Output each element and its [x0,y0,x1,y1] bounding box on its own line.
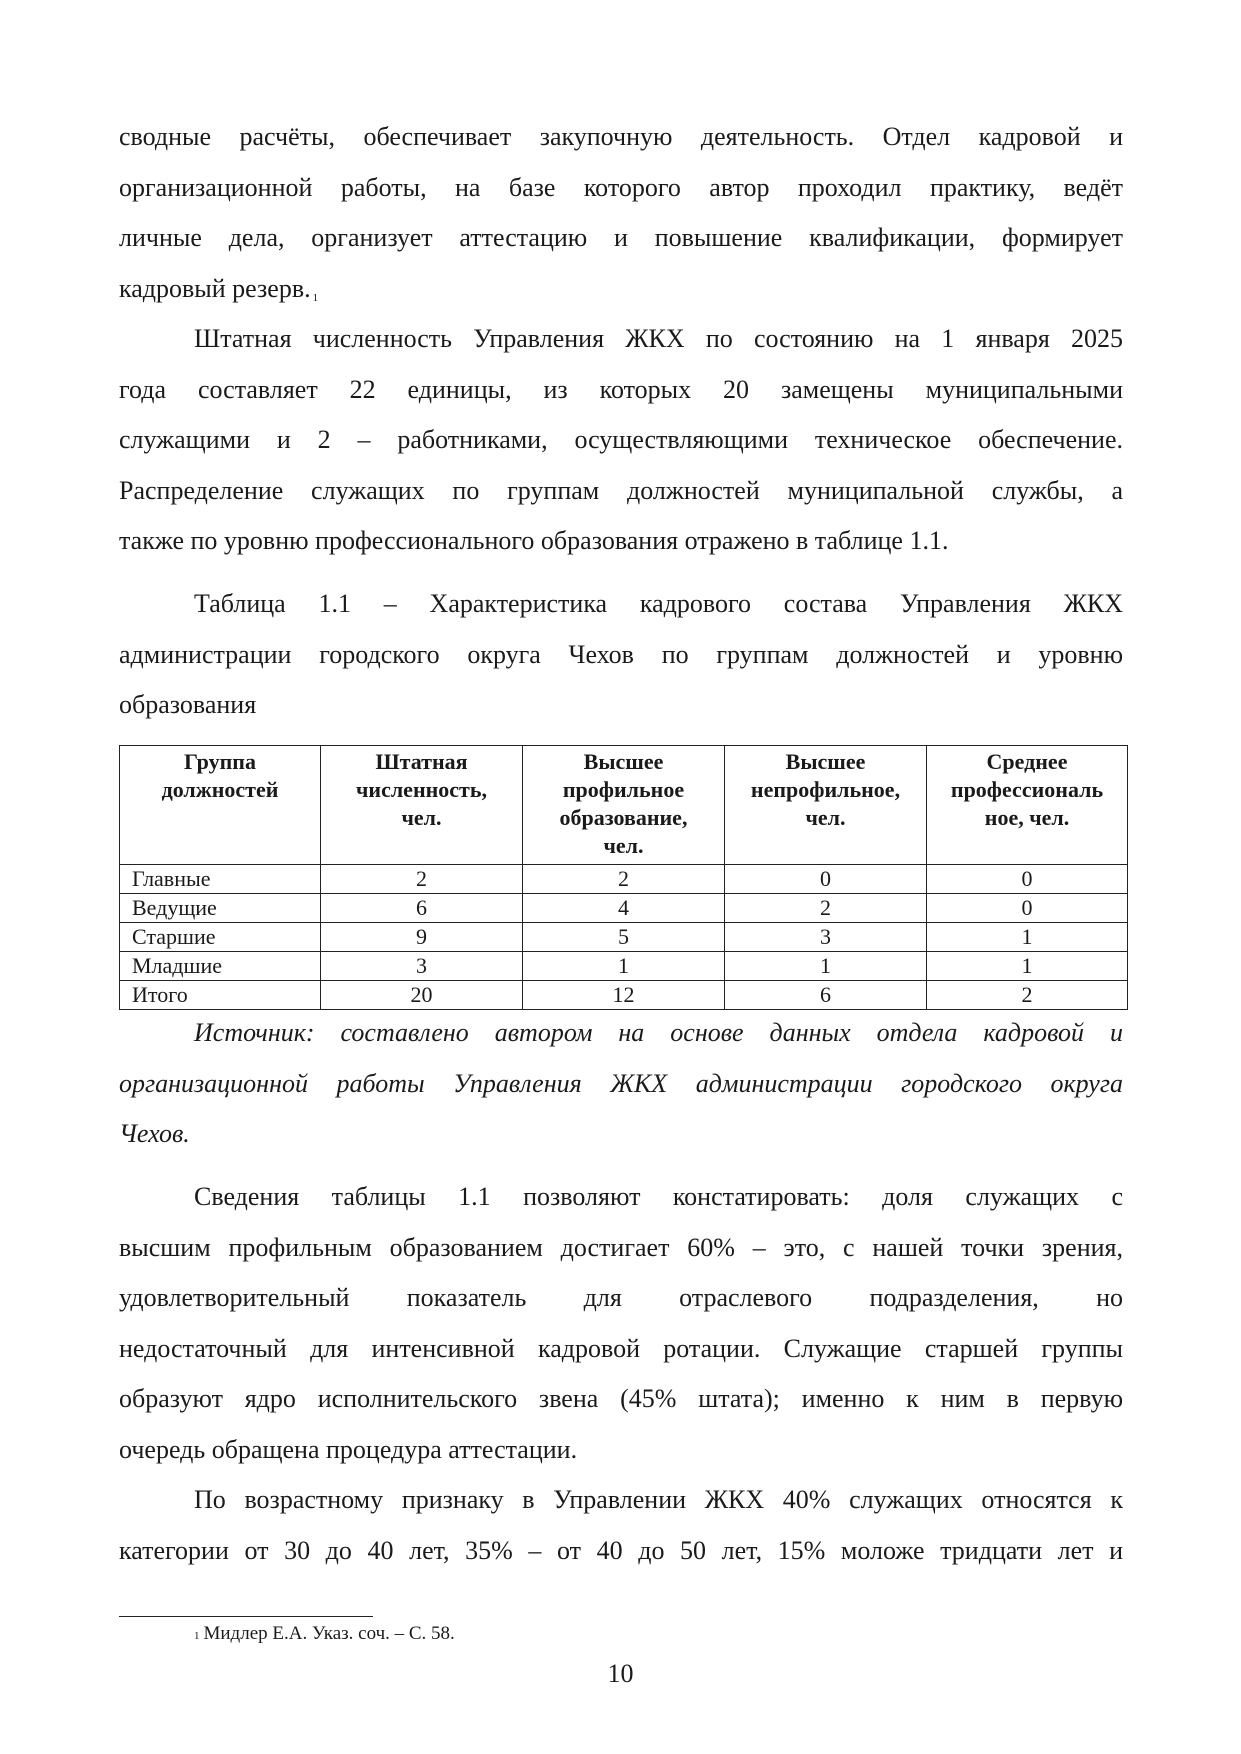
footnote-text: Мидлер Е.А. Указ. соч. – С. 58. [203,1623,455,1644]
paragraph-line: недостаточный для интенсивной кадровой ротации. Служащие старшей группы [119,1333,1123,1363]
table-cell: 1 [523,952,725,981]
source-line: организационной работы Управления ЖКХ администрации городского округа [119,1068,1123,1098]
table-row [120,894,1128,923]
paragraph-line: года составляет 22 единицы, из которых 20 замещены муниципальными [119,374,1123,404]
footnote-number: 1 [194,1630,200,1642]
paragraph-4 [119,1475,1123,1576]
table-cell: 2 [523,865,725,894]
caption-line: образования [119,690,257,719]
table-row [120,952,1128,981]
caption-line: Таблица 1.1 – Характеристика кадрового состава Управления ЖКХ [194,589,1123,618]
table-row-total [120,981,1128,1010]
paragraph-line-text: кадровый резерв. [119,273,311,303]
paragraph-1 [119,112,1123,314]
header-higher-profile-education: Высшее профильное образование, чел. [523,746,725,865]
table-cell: Ведущие [120,894,321,923]
table-cell: 1 [927,923,1128,952]
table-cell: Старшие [120,923,321,952]
table-cell: 0 [725,865,927,894]
table-cell: 2 [321,865,523,894]
paragraph-line: Штатная численность Управления ЖКХ по состоянию на 1 января 2025 [194,324,1123,353]
table-source-note [119,1008,1123,1160]
paragraph-line: категории от 30 до 40 лет, 35% – от 40 до 50 лет, 15% моложе тридцати лет и [119,1535,1123,1565]
table-cell: 1 [725,952,927,981]
header-higher-nonprofile-education: Высшее непрофильное, чел. [725,746,927,865]
paragraph-line: высшим профильным образованием достигает 60% – это, с нашей точки зрения, [119,1232,1123,1262]
header-secondary-vocational-education: Среднее профессиональ ное, чел. [927,746,1128,865]
table-cell: 3 [725,923,927,952]
paragraph-line: удовлетворительный показатель для отраслевого подразделения, но [119,1283,1123,1312]
header-staff-count: Штатная численность, чел. [321,746,523,865]
header-position-group: Группа должностей [120,746,321,865]
table-cell: Младшие [120,952,321,981]
paragraph-line: Сведения таблицы 1.1 позволяют констатировать: доля служащих с [194,1182,1123,1211]
table-cell: Главные [120,865,321,894]
table-cell: 6 [321,894,523,923]
paragraph-2 [119,314,1123,567]
table-cell: 0 [927,894,1128,923]
paragraph-line: личные дела, организует аттестацию и повышение квалификации, формирует [119,223,1123,252]
table-cell: 2 [725,894,927,923]
table-caption [119,579,1123,731]
table-cell: 9 [321,923,523,952]
footnote [194,1621,455,1647]
paragraph-line: сводные расчёты, обеспечивает закупочную деятельность. Отдел кадровой и [119,122,1123,151]
table-cell: 2 [927,981,1128,1010]
footnote-separator [119,1616,373,1617]
table-cell: 4 [523,894,725,923]
staff-table [119,745,1128,1010]
paragraph-line: Распределение служащих по группам должностей муниципальной службы, а [119,475,1123,505]
source-line: Чехов. [119,1119,190,1148]
source-line: Источник: составлено автором на основе данных отдела кадровой и [194,1018,1123,1047]
table-cell: 6 [725,981,927,1010]
table-cell: 5 [523,923,725,952]
paragraph-line: очередь обращена процедура аттестации. [119,1434,578,1464]
paragraph-line [119,264,1123,315]
paragraph-line: образуют ядро исполнительского звена (45% штата); именно к ним в первую [119,1384,1123,1413]
paragraph-line: организационной работы, на базе которого автор проходил практику, ведёт [119,172,1123,202]
table-cell: 20 [321,981,523,1010]
table-row [120,923,1128,952]
page-number: 10 [607,1659,634,1688]
table-cell: Итого [120,981,321,1010]
table-cell: 12 [523,981,725,1010]
paragraph-line: также по уровню профессионального образования отражено в таблице 1.1. [119,526,949,555]
table-header-row [120,746,1128,865]
caption-line: администрации городского округа Чехов по группам должностей и уровню [119,639,1123,669]
table-row [120,865,1128,894]
table-cell: 0 [927,865,1128,894]
paragraph-line: служащими и 2 – работниками, осуществляющими техническое обеспечение. [119,425,1123,454]
table-cell: 1 [927,952,1128,981]
table-cell: 3 [321,952,523,981]
footnote-reference[interactable]: 1 [312,291,319,304]
paragraph-line: По возрастному признаку в Управлении ЖКХ 40% служащих относятся к [194,1485,1123,1514]
paragraph-3 [119,1172,1123,1475]
